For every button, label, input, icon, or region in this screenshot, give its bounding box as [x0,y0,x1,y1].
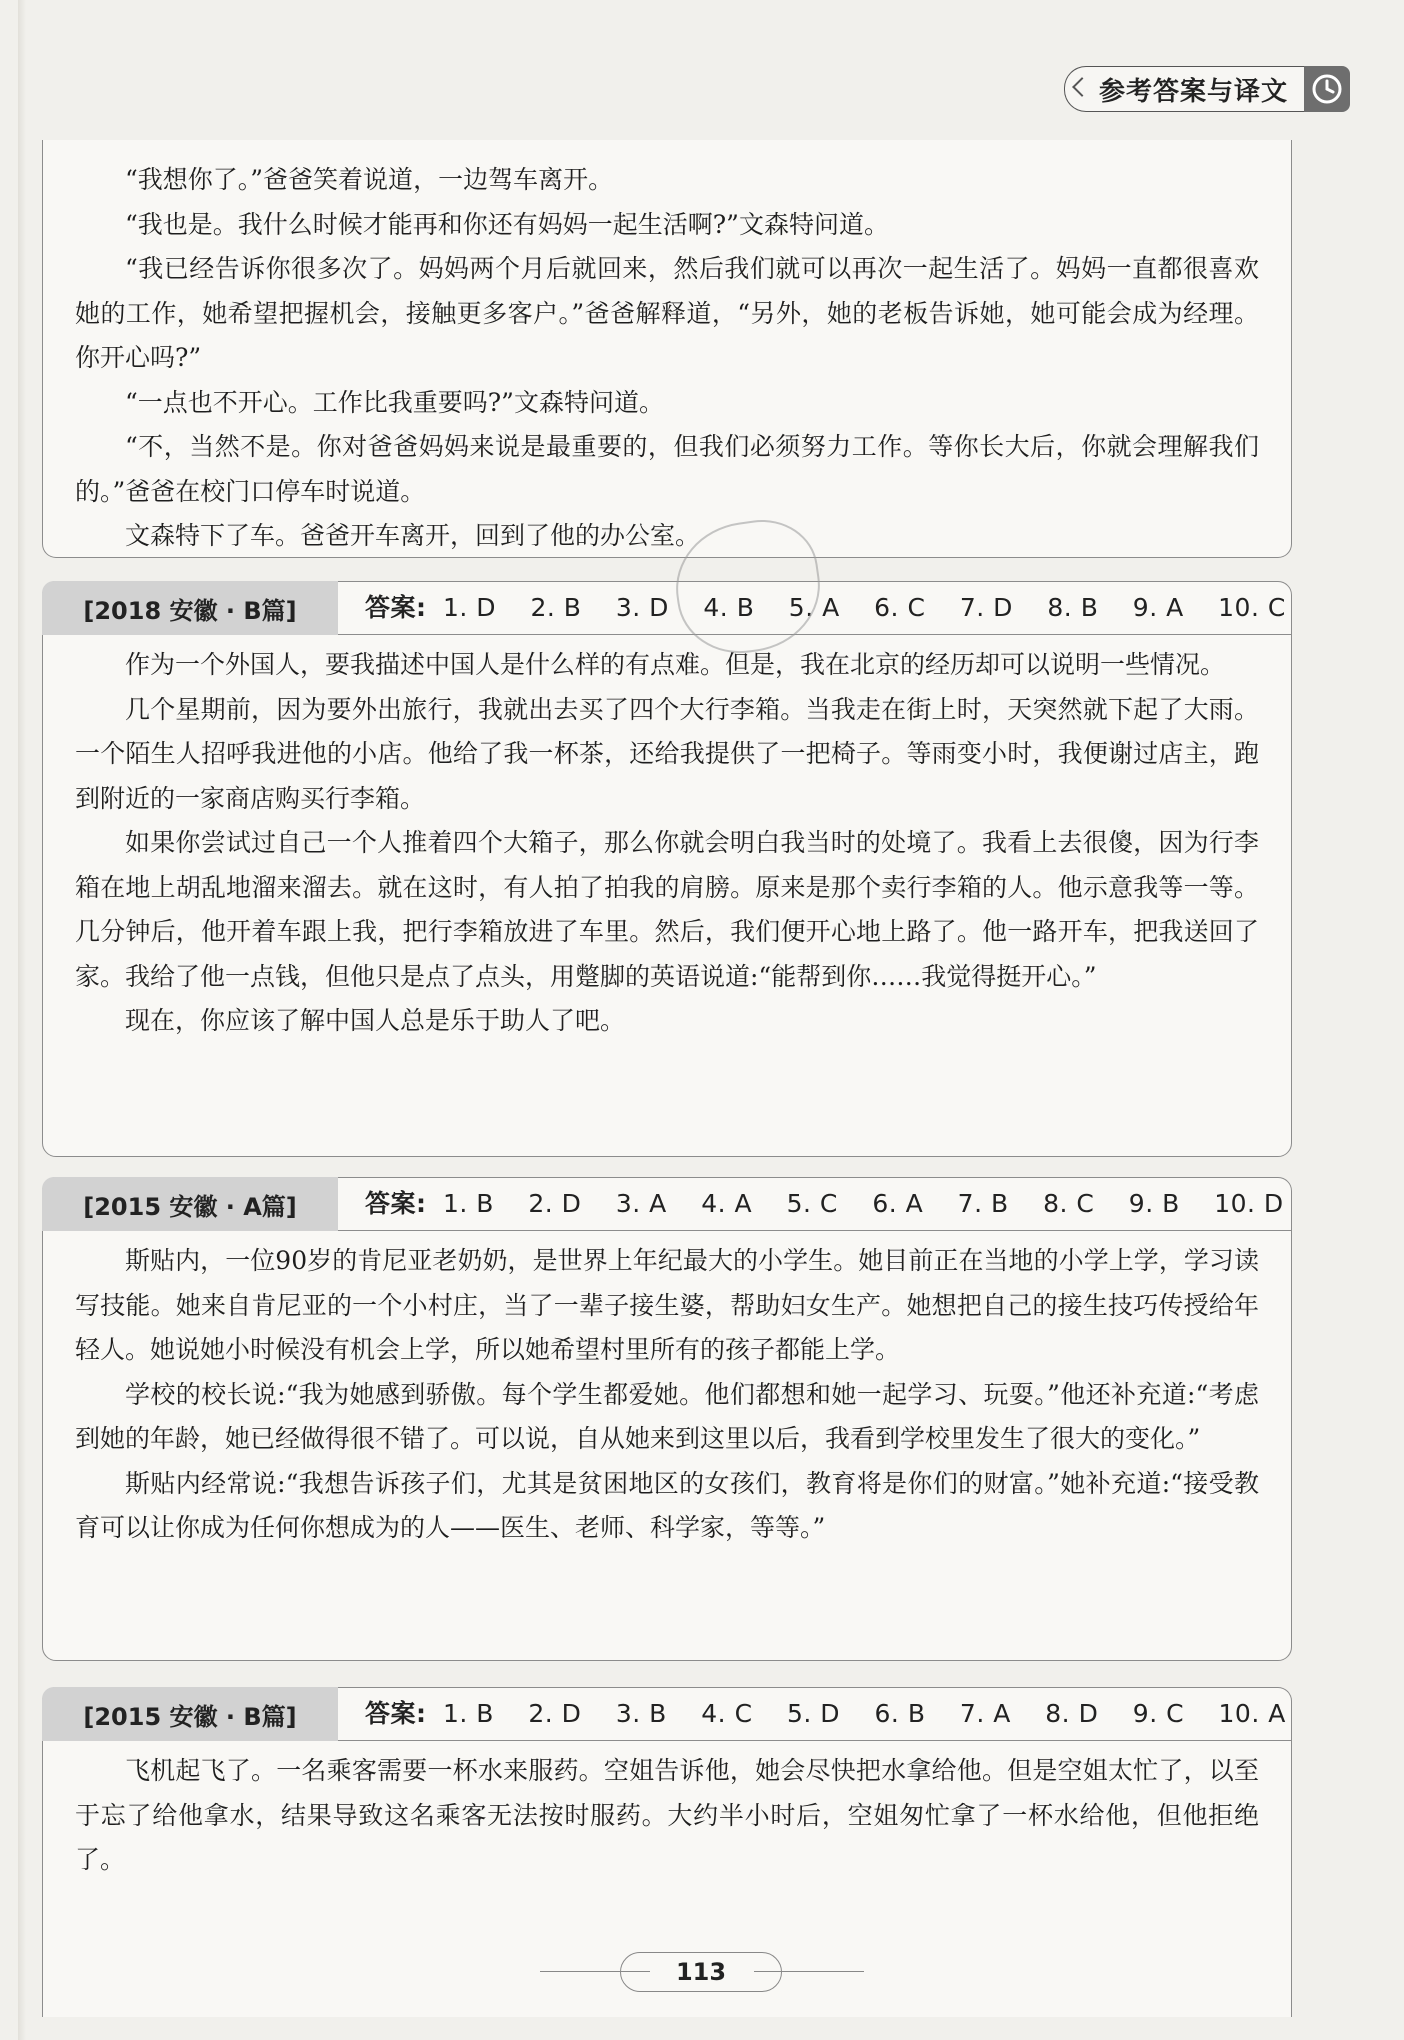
section-2018-b [42,581,1292,1157]
page-edge [18,0,26,2040]
answer-item: 4. A [701,1189,753,1218]
answer-item: 6. B [874,1699,926,1728]
answer-item: 10. C [1218,593,1286,622]
paragraph: 斯贴内经常说:“我想告诉孩子们，尤其是贫困地区的女孩们，教育将是你们的财富。”她补充道:“接受教育可以让你成为任何你想成为的人——医生、老师、科学家，等等。” [75,1468,1259,1542]
answer-item: 3. A [615,1189,667,1218]
paragraph: 现在，你应该了解中国人总是乐于助人了吧。 [125,1006,626,1035]
answer-item: 7. D [959,593,1013,622]
answer-item: 1. D [442,593,497,622]
answer-item: 1. B [442,1189,494,1218]
answer-item: 8. D [1045,1699,1099,1728]
answer-label: 答案: [365,1189,427,1218]
paragraph: 斯贴内，一位90岁的肯尼亚老奶奶，是世界上年纪最大的小学生。她目前正在当地的小学上学，学习读写技能。她来自肯尼亚的一个小村庄，当了一辈子接生婆，帮助妇女生产。她想把自己的接生技巧传授给年轻人。她说她小时候没有机会上学，所以她希望村里所有的孩子都能上学。 [75,1246,1259,1364]
section-header [43,582,1291,635]
answer-item: 8. C [1043,1189,1095,1218]
answer-key [365,588,1312,624]
section-tag: [2015 安徽 · B篇] [42,1687,338,1741]
paragraph: “我想你了。”爸爸笑着说道，一边驾车离开。 [125,165,614,194]
section-tag: [2015 安徽 · A篇] [42,1177,338,1231]
answer-label: 答案: [365,593,427,622]
translation-text [43,635,1291,1044]
answer-item: 1. B [442,1699,494,1728]
answer-item: 7. B [957,1189,1009,1218]
answer-key [365,1694,1312,1730]
answer-item: 5. C [786,1189,838,1218]
paragraph: 学校的校长说:“我为她感到骄傲。每个学生都爱她。他们都想和她一起学习、玩耍。”他还补充道:“考虑到她的年龄，她已经做得很不错了。可以说，自从她来到这里以后，我看到学校里发生了很大的变化。” [75,1379,1259,1453]
paragraph: “我也是。我什么时候才能再和你还有妈妈一起生活啊?”文森特问道。 [125,209,889,239]
answer-item: 8. B [1047,593,1099,622]
translation-text [43,1231,1291,1551]
answer-item: 2. D [528,1189,582,1218]
answer-item: 9. C [1132,1699,1185,1728]
translation-card-continued [42,140,1292,558]
answer-label: 答案: [365,1699,427,1728]
translation-text [43,1741,1291,1883]
paragraph: “一点也不开心。工作比我重要吗?”文森特问道。 [125,387,664,417]
answer-item: 4. C [701,1699,753,1728]
section-tag: [2018 安徽 · B篇] [42,581,338,635]
answer-item: 5. A [788,593,840,622]
translation-text [43,140,1291,559]
section-header [43,1688,1291,1741]
answer-item: 6. C [874,593,926,622]
answer-item: 4. B [703,593,755,622]
answer-item: 6. A [872,1189,924,1218]
answer-item: 10. D [1214,1189,1284,1218]
section-2015-a [42,1177,1292,1661]
answer-item: 10. A [1218,1699,1286,1728]
page-footer [0,1950,1404,1994]
paragraph: 如果你尝试过自己一个人推着四个大箱子，那么你就会明白我当时的处境了。我看上去很傻，因为行李箱在地上胡乱地溜来溜去。就在这时，有人拍了拍我的肩膀。原来是那个卖行李箱的人。他示意我等一等。几分钟后，他开着车跟上我，把行李箱放进了车里。然后，我们便开心地上路了。他一路开车，把我送回了家。我给了他一点钱，但他只是点了点头，用蹩脚的英语说道:“能帮到你……我觉得挺开心。” [75,828,1259,991]
paragraph: 文森特下了车。爸爸开车离开，回到了他的办公室。 [125,521,701,550]
paragraph: “我已经告诉你很多次了。妈妈两个月后就回来，然后我们就可以再次一起生活了。妈妈一直都很喜欢她的工作，她希望把握机会，接触更多客户。”爸爸解释道，“另外，她的老板告诉她，她可能会成为经理。你开心吗?” [75,254,1259,372]
answer-item: 9. B [1128,1189,1180,1218]
page-number: 113 [620,1952,782,1992]
answer-item: 3. D [615,593,669,622]
answer-item: 7. A [959,1699,1011,1728]
answer-item: 9. A [1132,593,1184,622]
clock-icon [1304,66,1350,112]
paragraph: 飞机起飞了。一名乘客需要一杯水来服药。空姐告诉他，她会尽快把水拿给他。但是空姐太忙了，以至于忘了给他拿水，结果导致这名乘客无法按时服药。大约半小时后，空姐匆忙拿了一杯水给他，但他拒绝了。 [75,1756,1259,1874]
page-header [1064,66,1350,112]
answer-item: 3. B [615,1699,667,1728]
paragraph: 作为一个外国人，要我描述中国人是什么样的有点难。但是，我在北京的经历却可以说明一些情况。 [125,650,1226,679]
header-title: 参考答案与译文 [1064,66,1304,112]
paragraph: “不，当然不是。你对爸爸妈妈来说是最重要的，但我们必须努力工作。等你长大后，你就会理解我们的。”爸爸在校门口停车时说道。 [75,432,1259,506]
section-header [43,1178,1291,1231]
answer-item: 5. D [787,1699,841,1728]
answer-key [365,1184,1310,1220]
answer-item: 2. B [530,593,582,622]
paragraph: 几个星期前，因为要外出旅行，我就出去买了四个大行李箱。当我走在街上时，天突然就下起了大雨。一个陌生人招呼我进他的小店。他给了我一杯茶，还给我提供了一把椅子。等雨变小时，我便谢过店主，跑到附近的一家商店购买行李箱。 [75,694,1259,813]
answer-item: 2. D [528,1699,582,1728]
